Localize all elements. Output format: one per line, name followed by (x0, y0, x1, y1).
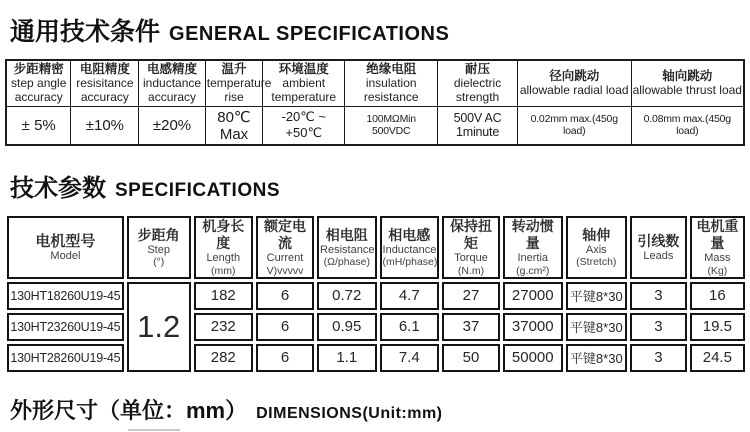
col-label-en: Model (50, 249, 81, 262)
cell-leads: 3 (630, 313, 687, 341)
cell-model: 130HT28260U19-45 (7, 344, 124, 372)
cell-length: 182 (194, 282, 253, 310)
value-allowable-thrust-load: 0.08mm max.(450g load) (631, 106, 744, 145)
col-current (256, 216, 314, 279)
col-label-en: Axis (585, 243, 607, 256)
table-row (7, 282, 745, 310)
col-label-unit: (g.cm²) (516, 264, 550, 277)
col-torque (442, 216, 500, 279)
cell-inertia: 37000 (503, 313, 562, 341)
cell-resistance: 0.72 (317, 282, 376, 310)
col-label-unit: (°) (153, 256, 165, 268)
cell-torque: 27 (442, 282, 500, 310)
col-label-zh: 电机重量 (696, 218, 739, 251)
dimensions-heading (10, 394, 443, 425)
cell-inductance: 6.1 (380, 313, 439, 341)
col-label-en: step angle accuracy (11, 76, 67, 104)
general-specs-heading-zh: 通用技术条件 (10, 18, 161, 46)
cell-torque: 37 (442, 313, 500, 341)
col-label-zh: 径向跳动 (549, 69, 600, 83)
col-label-zh: 轴伸 (582, 226, 611, 243)
col-mass (690, 216, 745, 279)
col-axis (566, 216, 628, 279)
value-insulation-resistance: 100MΩMin 500VDC (345, 106, 438, 145)
col-inductance (380, 216, 439, 279)
col-label-unit: (Stretch) (576, 256, 617, 268)
value-ambient-temperature: -20℃ ~ +50℃ (263, 106, 345, 145)
value-resistance-accuracy: ±10% (71, 106, 139, 145)
general-specs-header-row (6, 60, 744, 106)
col-label-zh: 电阻精度 (79, 62, 130, 77)
col-label-en: ambient temperature (271, 76, 337, 104)
col-label-zh: 相电感 (388, 226, 431, 243)
cell-axis: 平键8*30 (566, 344, 628, 372)
col-ambient-temperature (263, 60, 345, 106)
table-row (7, 313, 745, 341)
cell-current: 6 (256, 313, 314, 341)
col-label-en: resisitance accuracy (76, 76, 134, 104)
col-label-en: temperature rise (206, 76, 272, 104)
cell-resistance: 1.1 (317, 344, 376, 372)
cell-resistance: 0.95 (317, 313, 376, 341)
cell-axis: 平键8*30 (566, 282, 628, 310)
col-label-en: Step (147, 243, 170, 256)
col-label-zh: 温升 (221, 62, 247, 77)
cell-step-angle: 1.2 (127, 282, 191, 372)
col-model (7, 216, 124, 279)
col-insulation-resistance (345, 60, 438, 106)
cell-inertia: 50000 (503, 344, 562, 372)
col-label-unit: (Kg) (707, 264, 728, 277)
cell-current: 6 (256, 282, 314, 310)
col-label-zh: 电机型号 (35, 232, 96, 250)
dimensions-heading-zh: 外形尺寸（单位：mm） (10, 398, 248, 423)
col-label-en: allowable radial load (519, 83, 629, 97)
cell-length: 282 (194, 344, 253, 372)
general-specs-heading (10, 12, 449, 48)
col-label-zh: 耐压 (465, 62, 491, 77)
col-label-zh: 步距角 (137, 226, 180, 243)
cell-mass: 16 (690, 282, 745, 310)
col-label-unit: (mH/phase) (382, 256, 438, 268)
col-label-zh: 引线数 (637, 232, 680, 249)
col-step (127, 216, 191, 279)
col-step-angle-accuracy (6, 60, 71, 106)
general-specs-heading-en: GENERAL SPECIFICATIONS (169, 23, 450, 45)
col-label-zh: 相电阻 (325, 226, 368, 243)
col-label-unit: V)vvvvv (266, 264, 304, 277)
cell-length: 232 (194, 313, 253, 341)
col-label-en: Current (266, 252, 304, 264)
cell-leads: 3 (630, 282, 687, 310)
cell-torque: 50 (442, 344, 500, 372)
col-label-zh: 保持扭矩 (450, 218, 492, 251)
cell-mass: 24.5 (690, 344, 745, 372)
value-temperature-rise: 80℃ Max (205, 106, 263, 145)
col-label-unit: (Ω/phase) (323, 256, 370, 268)
col-label-zh: 绝缘电阻 (366, 62, 417, 77)
value-allowable-radial-load: 0.02mm max.(450g load) (517, 106, 631, 145)
cell-model: 130HT18260U19-45 (7, 282, 124, 310)
cell-mass: 19.5 (690, 313, 745, 341)
col-label-zh: 机身长度 (202, 218, 245, 251)
col-label-en: inductance accuracy (143, 76, 202, 104)
col-label-zh: 轴向跳动 (662, 69, 713, 83)
col-label-en: Resistance (320, 243, 375, 256)
value-step-angle-accuracy: ± 5% (6, 106, 71, 145)
cell-inertia: 27000 (503, 282, 562, 310)
general-specs-value-row (6, 106, 744, 145)
cell-current: 6 (256, 344, 314, 372)
col-label-zh: 转动惯量 (511, 218, 554, 251)
col-label-en: Inductance (382, 243, 437, 256)
specs-table (4, 213, 748, 375)
col-resistance-accuracy (71, 60, 139, 106)
value-dielectric-strength: 500V AC 1minute (438, 106, 518, 145)
col-label-zh: 环境温度 (278, 62, 329, 77)
col-label-en: Mass (704, 252, 731, 264)
specs-heading (10, 168, 280, 203)
cell-leads: 3 (630, 344, 687, 372)
col-allowable-thrust-load (631, 60, 744, 106)
col-label-zh: 步距精密 (13, 62, 64, 77)
col-resistance (317, 216, 376, 279)
col-dielectric-strength (438, 60, 518, 106)
col-label-en: insulation resistance (363, 76, 419, 104)
cell-inductance: 7.4 (380, 344, 439, 372)
value-inductance-accuracy: ±20% (139, 106, 205, 145)
col-inertia (503, 216, 562, 279)
specs-heading-en: SPECIFICATIONS (115, 180, 280, 201)
cell-axis: 平键8*30 (566, 313, 628, 341)
col-allowable-radial-load (517, 60, 631, 106)
dimensions-heading-en: DIMENSIONS(Unit:mm) (256, 405, 443, 422)
table-row (7, 344, 745, 372)
col-label-en: allowable thrust load (632, 83, 742, 97)
specs-header-row (7, 216, 745, 279)
col-leads (630, 216, 687, 279)
cell-model: 130HT23260U19-45 (7, 313, 124, 341)
col-label-zh: 额定电流 (264, 218, 307, 251)
col-length (194, 216, 253, 279)
cropped-drawing-edge (128, 429, 180, 431)
col-label-zh: 电感精度 (147, 62, 198, 77)
col-temperature-rise (205, 60, 272, 106)
col-label-en: Length (206, 252, 241, 264)
col-label-unit: (N.m) (457, 264, 485, 277)
col-label-en: Leads (643, 249, 674, 262)
col-inductance-accuracy (139, 60, 205, 106)
specs-heading-zh: 技术参数 (10, 175, 106, 202)
cell-inductance: 4.7 (380, 282, 439, 310)
general-specs-table (5, 59, 745, 146)
col-label-en: Torque (454, 252, 488, 264)
col-label-en: dielectric strength (453, 76, 502, 104)
col-label-unit: (mm) (211, 264, 236, 277)
col-label-en: Inertia (517, 252, 549, 264)
